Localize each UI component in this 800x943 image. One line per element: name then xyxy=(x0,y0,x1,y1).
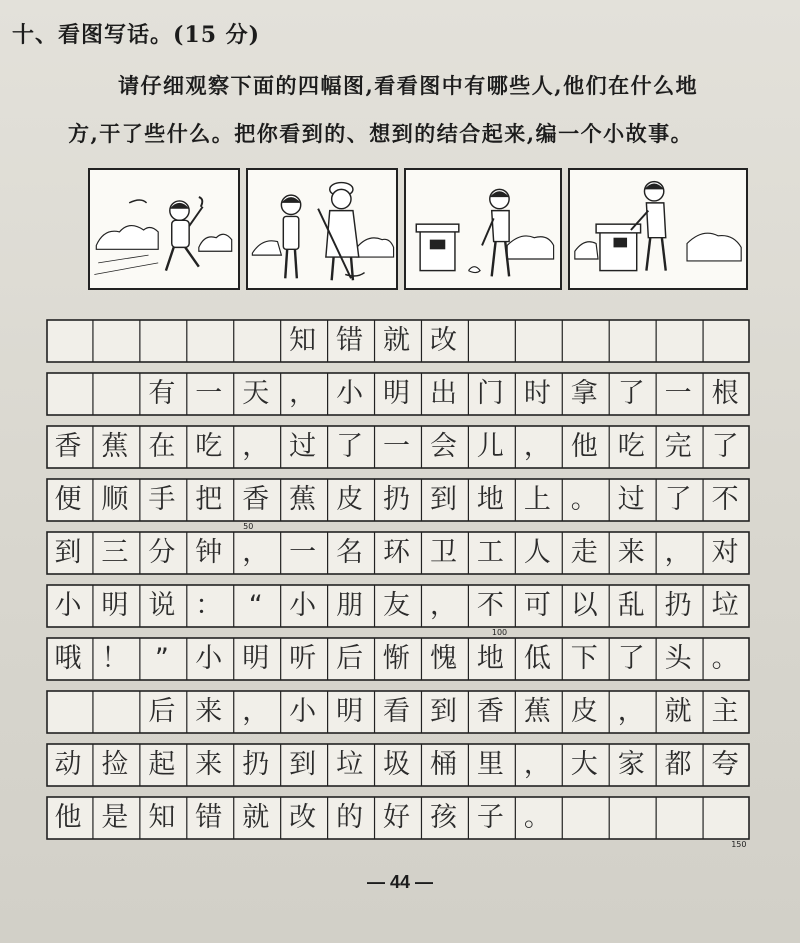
handwritten-character: 说 xyxy=(148,590,176,621)
handwritten-character: ！ xyxy=(101,643,129,674)
handwritten-character: 来 xyxy=(195,749,223,780)
boy-picks-up-peel-picture xyxy=(404,168,562,290)
handwritten-character: 到 xyxy=(429,484,457,515)
boy-eating-banana-picture xyxy=(88,168,240,290)
handwritten-character: ， xyxy=(289,378,317,409)
handwritten-character: 来 xyxy=(617,537,645,568)
handwritten-character: 错 xyxy=(195,802,223,833)
handwritten-character: 捡 xyxy=(101,749,129,780)
handwritten-character: 小 xyxy=(336,378,364,409)
handwritten-character: 名 xyxy=(336,537,364,568)
handwritten-character: 的 xyxy=(336,802,364,833)
handwritten-character: 儿 xyxy=(476,431,504,462)
handwritten-character: ， xyxy=(242,696,270,727)
handwritten-character: 一 xyxy=(664,378,692,409)
handwritten-character: 天 xyxy=(242,378,270,409)
handwritten-character: 会 xyxy=(429,431,457,462)
handwritten-character: 过 xyxy=(289,431,317,462)
composition-grid xyxy=(46,318,750,860)
handwritten-character: 知 xyxy=(289,325,317,356)
handwritten-character: 。 xyxy=(570,484,598,515)
handwritten-character: 走 xyxy=(570,537,598,568)
handwritten-character: 惭 xyxy=(383,643,411,674)
handwritten-character: 动 xyxy=(54,749,82,780)
handwritten-character: 小 xyxy=(54,590,82,621)
handwritten-character: 主 xyxy=(711,696,739,727)
handwritten-character: 改 xyxy=(289,802,317,833)
handwritten-character: 时 xyxy=(523,378,551,409)
handwritten-character: 家 xyxy=(617,749,645,780)
handwritten-character: 小 xyxy=(195,643,223,674)
handwritten-character: 垃 xyxy=(711,590,739,621)
handwritten-character: 有 xyxy=(148,378,176,409)
handwritten-character: 友 xyxy=(383,590,411,621)
handwritten-character: 手 xyxy=(148,484,176,515)
handwritten-character: 桶 xyxy=(429,749,457,780)
handwritten-character: 来 xyxy=(195,696,223,727)
handwritten-character: 了 xyxy=(617,378,645,409)
handwritten-character: 不 xyxy=(476,590,504,621)
handwritten-character: 就 xyxy=(383,325,411,356)
handwritten-character: 一 xyxy=(195,378,223,409)
handwritten-character: 看 xyxy=(383,696,411,727)
instruction-line-2: 方,干了些什么。把你看到的、想到的结合起来,编一个小故事。 xyxy=(68,121,694,146)
handwritten-character: 。 xyxy=(711,643,739,674)
handwritten-character: 孩 xyxy=(429,802,457,833)
picture-strip xyxy=(88,168,748,292)
handwritten-character: 。 xyxy=(523,802,551,833)
handwritten-character: 三 xyxy=(101,537,129,568)
handwritten-character: 起 xyxy=(148,749,176,780)
handwritten-character: 小 xyxy=(289,590,317,621)
handwritten-character: ， xyxy=(523,749,551,780)
handwritten-character: 错 xyxy=(336,325,364,356)
handwritten-character: ” xyxy=(154,643,169,674)
handwritten-character: 可 xyxy=(523,590,551,621)
handwritten-character: 香 xyxy=(242,484,270,515)
handwritten-character: 到 xyxy=(429,696,457,727)
handwritten-character: 吃 xyxy=(617,431,645,462)
handwritten-character: 圾 xyxy=(383,749,411,780)
handwritten-character: ， xyxy=(242,431,270,462)
handwritten-character: 就 xyxy=(664,696,692,727)
handwritten-character: 地 xyxy=(476,484,504,515)
handwritten-character: 扔 xyxy=(664,590,692,621)
instruction-line-1: 请仔细观察下面的四幅图,看看图中有哪些人,他们在什么地 xyxy=(118,73,699,98)
handwritten-character: 就 xyxy=(242,802,270,833)
handwritten-character: 香 xyxy=(476,696,504,727)
page-number: — 44 — xyxy=(366,872,434,892)
handwritten-character: 门 xyxy=(476,378,504,409)
handwritten-character: 分 xyxy=(148,537,176,568)
handwritten-character: 到 xyxy=(289,749,317,780)
handwritten-character: 下 xyxy=(570,643,598,674)
handwritten-character: 上 xyxy=(523,484,551,515)
handwritten-character: 了 xyxy=(336,431,364,462)
handwritten-character: 到 xyxy=(54,537,82,568)
handwritten-character: “ xyxy=(248,590,263,621)
handwritten-character: 是 xyxy=(101,802,129,833)
handwritten-character: 都 xyxy=(664,749,692,780)
handwritten-character: 完 xyxy=(664,431,692,462)
handwritten-character: 人 xyxy=(523,537,551,568)
handwritten-character: 里 xyxy=(476,749,504,780)
handwritten-character: 子 xyxy=(476,802,504,833)
handwritten-character: 乱 xyxy=(617,590,645,621)
handwritten-character: 工 xyxy=(476,537,504,568)
handwritten-character: 一 xyxy=(289,537,317,568)
word-count-marker: 100 xyxy=(491,628,508,637)
handwritten-character: 明 xyxy=(383,378,411,409)
handwritten-character: 明 xyxy=(101,590,129,621)
handwritten-character: ， xyxy=(523,431,551,462)
handwritten-character: ， xyxy=(617,696,645,727)
word-count-marker: 150 xyxy=(731,840,747,849)
handwritten-character: 便 xyxy=(54,484,82,515)
handwritten-character: 对 xyxy=(711,537,739,568)
handwritten-character: 蕉 xyxy=(101,431,129,462)
handwritten-character: 不 xyxy=(711,484,739,515)
handwritten-character: 后 xyxy=(336,643,364,674)
handwritten-character: ， xyxy=(429,590,457,621)
handwritten-character: 地 xyxy=(476,643,504,674)
handwritten-character: 了 xyxy=(664,484,692,515)
handwritten-character: 明 xyxy=(242,643,270,674)
handwritten-character: ， xyxy=(664,537,692,568)
handwritten-character: 蕉 xyxy=(523,696,551,727)
handwritten-character: 了 xyxy=(711,431,739,462)
handwritten-character: 明 xyxy=(336,696,364,727)
handwritten-character: 把 xyxy=(195,484,223,515)
handwritten-character: 改 xyxy=(429,325,457,356)
handwritten-character: 过 xyxy=(617,484,645,515)
handwritten-character: 头 xyxy=(664,643,692,674)
handwritten-character: 朋 xyxy=(336,590,364,621)
handwritten-character: 蕉 xyxy=(289,484,317,515)
handwritten-character: 他 xyxy=(54,802,82,833)
handwritten-character: ： xyxy=(195,590,223,621)
handwritten-character: 顺 xyxy=(101,484,129,515)
handwritten-character: 皮 xyxy=(570,696,598,727)
handwritten-character: 垃 xyxy=(336,749,364,780)
handwritten-character: 听 xyxy=(289,643,317,674)
question-heading: 十、看图写话。(15 分) xyxy=(12,22,261,48)
handwritten-character: 吃 xyxy=(195,431,223,462)
sanitation-worker-talks-to-boy-picture xyxy=(246,168,398,290)
handwritten-character: 出 xyxy=(429,378,457,409)
handwritten-character: 卫 xyxy=(429,537,457,568)
handwritten-character: 环 xyxy=(383,537,411,568)
handwritten-character: 一 xyxy=(383,431,411,462)
handwritten-character: 香 xyxy=(54,431,82,462)
handwritten-character: 大 xyxy=(570,749,598,780)
handwritten-character: 以 xyxy=(570,590,598,621)
handwritten-character: 好 xyxy=(383,802,411,833)
handwritten-character: 知 xyxy=(148,802,176,833)
handwritten-character: 哦 xyxy=(54,643,82,674)
handwritten-character: 低 xyxy=(523,643,551,674)
handwritten-character: 他 xyxy=(570,431,598,462)
boy-throws-peel-into-bin-picture xyxy=(568,168,748,290)
handwritten-character: 皮 xyxy=(336,484,364,515)
handwritten-character: 钟 xyxy=(195,537,223,568)
handwritten-character: 了 xyxy=(617,643,645,674)
handwritten-character: 根 xyxy=(711,378,739,409)
handwritten-character: 小 xyxy=(289,696,317,727)
handwritten-character: 夸 xyxy=(711,749,739,780)
handwritten-character: 在 xyxy=(148,431,176,462)
handwritten-character: 愧 xyxy=(429,643,457,674)
handwritten-character: 拿 xyxy=(570,378,598,409)
word-count-marker: 50 xyxy=(243,522,254,531)
handwritten-character: 扔 xyxy=(242,749,270,780)
handwritten-character: 扔 xyxy=(383,484,411,515)
handwritten-character: ， xyxy=(242,537,270,568)
handwritten-character: 后 xyxy=(148,696,176,727)
